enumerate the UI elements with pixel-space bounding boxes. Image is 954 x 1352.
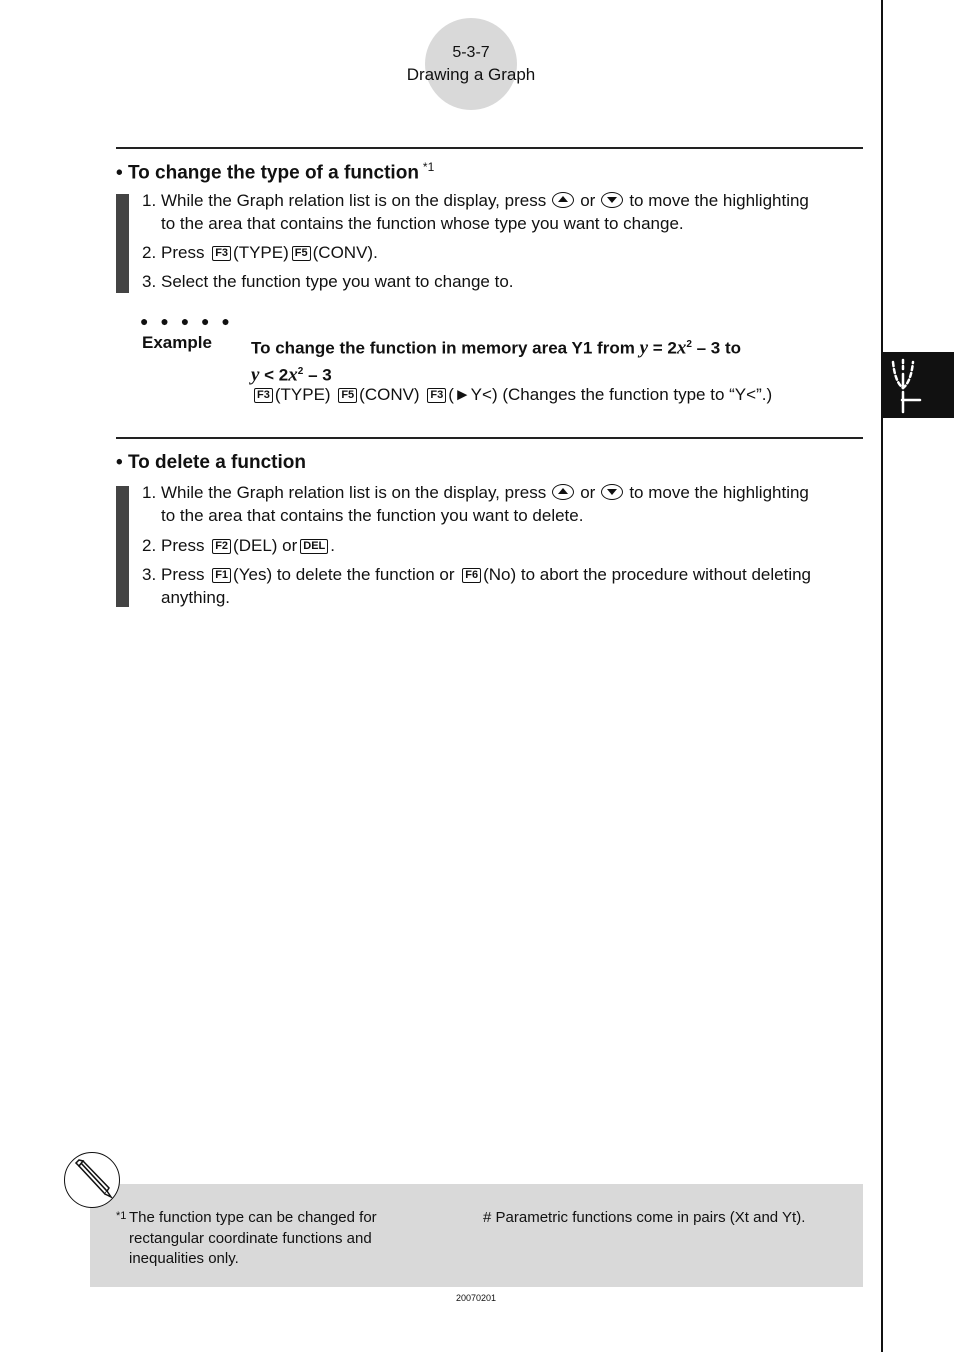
del-key: DEL [300, 539, 328, 554]
down-arrow-key-icon [601, 192, 623, 208]
page-title: Drawing a Graph [406, 65, 536, 84]
example-label: Example [142, 333, 212, 352]
section-side-bar [116, 194, 129, 293]
section-divider [116, 147, 863, 149]
footnote-parametric: # Parametric functions come in pairs (Xt and Yt). [483, 1209, 806, 1226]
section-heading-delete: • To delete a function [116, 452, 306, 473]
f3-key: F3 [254, 388, 273, 403]
step-1: 1. While the Graph relation list is on the display, press or to move the highlighting to the area that contains the function whose type you want to change. [142, 191, 809, 233]
down-arrow-key-icon [601, 484, 623, 500]
step-1: 1. While the Graph relation list is on the display, press or to move the highlighting to the area that contains the function you want to delete. [142, 483, 809, 525]
header-circle [425, 18, 517, 110]
step-3: 3. Select the function type you want to change to. [142, 272, 514, 291]
section-divider [116, 437, 863, 439]
section-number: 5-3-7 [452, 44, 490, 61]
section-heading-change-type: • To change the type of a function $^{*1}$ [116, 160, 435, 184]
f3-key: F3 [427, 388, 446, 403]
example-text: To change the function in memory area Y1 from $y = 2x^2 - 3$ to $y < 2x^2 - 3$ [251, 337, 742, 386]
chapter-tab [883, 352, 954, 418]
right-margin-rule [881, 0, 883, 1352]
f1-key: F1 [212, 568, 231, 583]
example-keystrokes: F3 (TYPE) F5 (CONV) F3 (►Y<) (Changes the function type to “Y<”.) [251, 385, 772, 405]
up-arrow-key-icon [552, 192, 574, 208]
f2-key: F2 [212, 539, 231, 554]
footer-code: 20070201 [455, 1293, 497, 1303]
f5-key: F5 [292, 246, 311, 261]
up-arrow-key-icon [552, 484, 574, 500]
footnote-1: *1 The function type can be changed for rectangular coordinate functions and inequalities only. [116, 1209, 377, 1267]
section-side-bar [116, 486, 129, 607]
f3-key: F3 [212, 246, 231, 261]
step-2: 2. Press F2 (DEL) or DEL . [142, 536, 336, 555]
f6-key: F6 [462, 568, 481, 583]
example-dots: ● ● ● ● ● [140, 313, 234, 329]
step-3: 3. Press F1 (Yes) to delete the function or F6 (No) to abort the procedure without deleting anything. [142, 565, 812, 607]
step-2: 2. Press F3 (TYPE) F5 (CONV). [142, 243, 378, 262]
f5-key: F5 [338, 388, 357, 403]
footnote-ref: *1 [422, 160, 435, 174]
graph-chapter-icon [883, 352, 954, 418]
pencil-icon [64, 1152, 120, 1208]
